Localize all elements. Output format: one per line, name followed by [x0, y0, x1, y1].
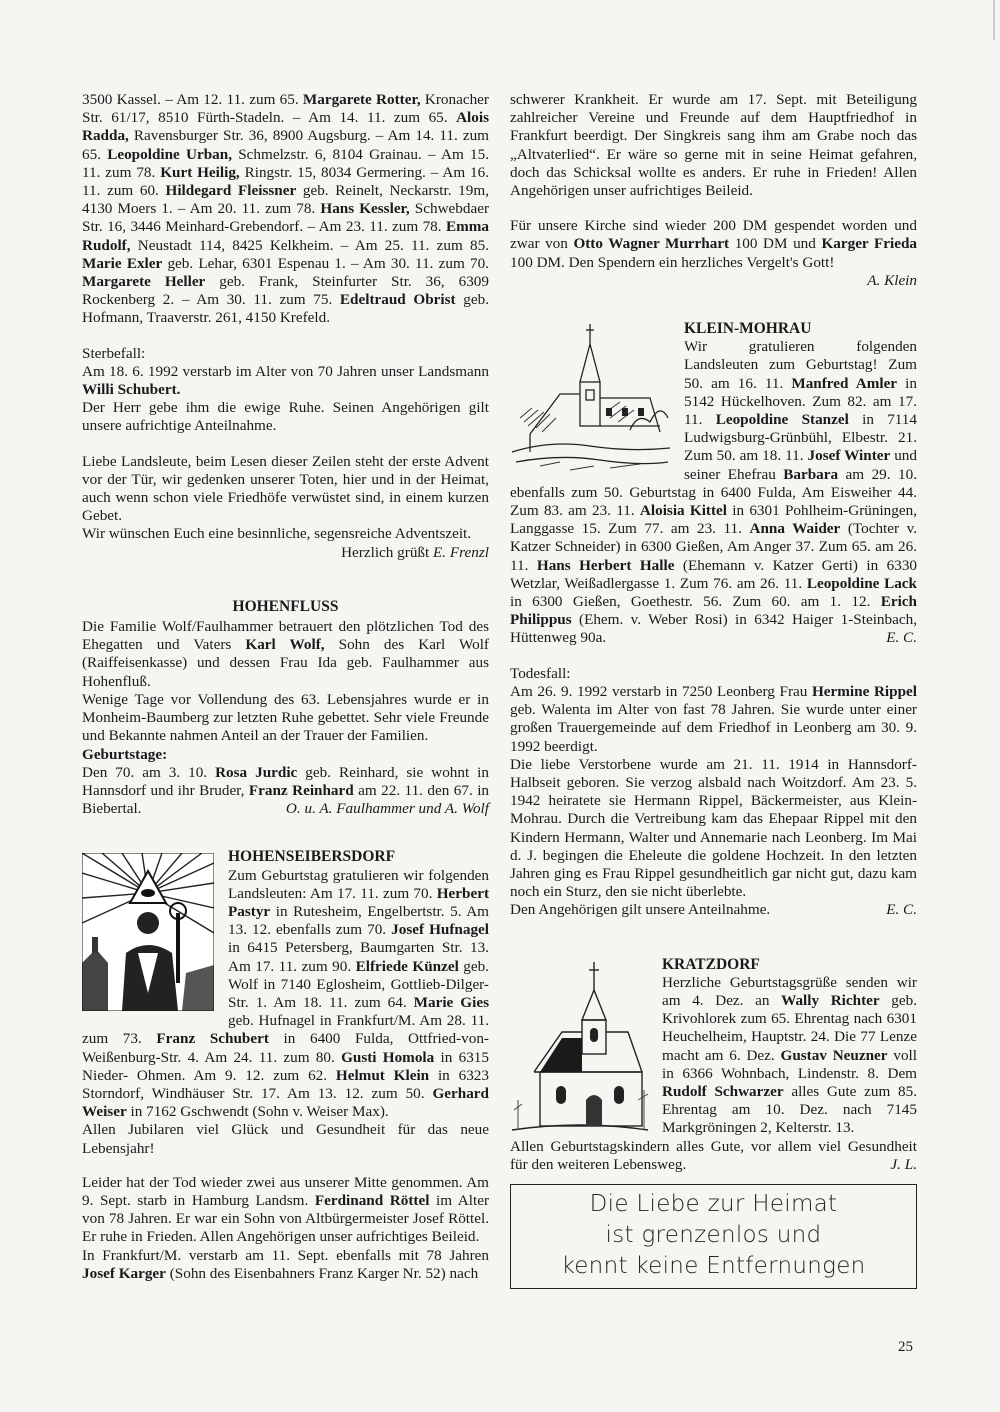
donation-signature: A. Klein [867, 271, 917, 289]
right-column [510, 91, 917, 1289]
kratzdorf-signature: J. L. [890, 1155, 917, 1173]
hohenfluss-birthdays: Den 70. am 3. 10. Rosa Jurdic geb. Reinhard, sie wohnt in Hannsdorf und ihr Bruder, Franz Reinhard am 22. 11. den 67. in Biebertal. O. u. A. Faulhammer und A. Wolf [82, 763, 490, 818]
todesfall-biography: Die liebe Verstorbene wurde am 21. 11. 1914 in Hannsdorf-Halbseit geboren. Sie verzog alsbald nach Woitzdorf. Am 23. 5. 1942 heiratete sie Hermann Rippel, Bäckermeister, aus Klein-Mohrau. Durch die Vertreibung kam das Ehepaar Rippel mit den Kindern Hermann, Walter und Annemarie nach Leonberg. Im Mai d. J. begingen die Eheleute die goldene Hochzeit. In den letzten Jahren ging es Frau Rippel gesundheitlich gar nicht gut, dazu kam noch ein Sturz, den sie nicht überlebte. [510, 755, 917, 901]
klein-mohrau-signature-1: E. C. [886, 629, 917, 647]
hohenseibersdorf-death-1: Leider hat der Tod wieder zwei aus unserer Mitte genommen. Am 9. Sept. starb in Hamburg Landsm. Ferdinand Röttel im Alter von 78 Jahren. Er war ein Sohn von Altbürgermeister Josef Röttel. Er ruhe in Frieden. Allen Angehörigen unser aufrichtiges Beileid. [82, 1173, 490, 1246]
hohenfluss-signature: O. u. A. Faulhammer und A. Wolf [285, 800, 489, 818]
scan-edge [993, 0, 995, 40]
donation-text: Für unsere Kirche sind wieder 200 DM gespendet worden und zwar von Otto Wagner Murrhart 100 DM und Karger Frieda 100 DM. Den Spendern ein herzliches Vergelt's Gott! [510, 217, 917, 271]
advent-signature: Herzlich grüßt E. Frenzl [341, 543, 489, 561]
left-column [82, 91, 489, 1283]
section-title-hohenseibersdorf: HOHENSEIBERSDORF [228, 848, 396, 866]
klein-mohrau-signature-2: E. C. [886, 901, 917, 919]
birthday-list-continued: 3500 Kassel. – Am 12. 11. zum 65. Margarete Rotter, Kronacher Str. 61/17, 8510 Fürth-Stadeln. – Am 14. 11. zum 65. Alois Radda, Ravensburger Str. 36, 8900 Augsburg. – Am 14. 11. zum 65. Leopoldine Urban, Schmelzstr. 6, 8104 Grainau. – Am 15. 11. zum 78. Kurt Heilig, Ringstr. 15, 8034 Germering. – Am 16. 11. zum 60. Hildegard Fleissner geb. Reinelt, Neckarstr. 19m, 4130 Moers 1. – Am 20. 11. zum 78. Hans Kessler, Schwebdaer Str. 16, 3446 Meinhard-Grebendorf. – Am 23. 11. zum 78. Emma Rudolf, Neustadt 114, 8425 Kelkheim. – Am 25. 11. zum 85. Marie Exler geb. Lehar, 6301 Espenau 1. – Am 30. 11. zum 70. Margarete Heller geb. Frank, Steinfurter Str. 36, 6309 Rockenberg 2. – Am 30. 11. zum 75. Edeltraud Obrist geb. Hofmann, Traaverstr. 261, 4150 Krefeld. [82, 91, 489, 327]
hohenfluss-burial: Wenige Tage vor Vollendung des 63. Lebensjahres wurde er in Monheim-Baumberg zur letzten Ruhe gebettet. Sehr viele Freunde und Bekannte nahmen Anteil an der Trauer der Familien. [82, 690, 489, 745]
advent-wish: Wir wünschen Euch eine besinnliche, segensreiche Adventszeit. [82, 525, 472, 543]
sterbefall-condolence: Der Herr gebe ihm die ewige Ruhe. Seinen Angehörigen gilt unsere aufrichtige Anteilnahme. [82, 399, 489, 435]
hohenfluss-birthdays-label: Geburtstage: [82, 745, 168, 763]
hohenfluss-obituary: Die Familie Wolf/Faulhammer betrauert den plötzlichen Tod des Ehegatten und Vaters Karl Wolf, Sohn des Karl Wolf (Raiffeisenkasse) und dessen Frau Ida geb. Faulhammer aus Hohenfluß. [82, 618, 489, 690]
advent-text: Liebe Landsleute, beim Lesen dieser Zeilen steht der erste Advent vor der Tür, wir gedenken unserer Toten, hier und in der Heimat, auch wenn schon viele Friedhöfe verwüstet sind, in einem kurzen Gebet. [82, 452, 489, 525]
page-number: 25 [898, 1339, 913, 1355]
klein-mohrau-section [510, 320, 917, 920]
klein-mohrau-birthdays: Wir gratulieren folgenden Landsleuten zum Geburtstag! Zum 50. am 16. 11. Manfred Amler in 5142 Hückelhoven. Zum 82. am 17. 11. Leopoldine Stanzel in 7114 Ludwigsburg-Grünbühl, Elbestr. 21. Zum 50. am 18. 11. Josef Winter und seiner Ehefrau Barbara am 29. 10. ebenfalls zum 50. Geburtstag in 6400 Fulda, Am Eisweiher 44. Zum 83. am 23. 11. Aloisia Kittel in 6301 Pohlheim-Grüningen, Langgasse 15. Zum 77. am 23. 11. Anna Waider (Tochter v. Katzer Schneider) in 6300 Gießen, Am Anger 37. Zum 65. am 26. 11. Hans Herbert Halle (Ehemann v. Katzer Gerti) in 6330 Wetzlar, Weißadlergasse 1. Zum 76. am 26. 11. Leopoldine Lack in 6300 Gießen, Goethestr. 56. Zum 60. am 1. 12. Erich Philippus (Ehem. v. Weber Rosi) in 6342 Haiger 1-Steinbach, Hüttenweg 90a. E. C. [510, 338, 918, 647]
section-title-klein-mohrau: KLEIN-MOHRAU [684, 320, 812, 338]
kratzdorf-section [510, 956, 917, 1174]
todesfall-text: Am 26. 9. 1992 verstarb in 7250 Leonberg Frau Hermine Rippel geb. Walenta im Alter von fast 78 Jahren. Sie wurde unter einer großen Trauergemeinde auf dem Friedhof in Leonberg am 30. 9. 1992 beerdigt. [510, 682, 917, 755]
hohenseibersdorf-birthdays: Zum Geburtstag gratulieren wir folgenden Landsleuten: Am 17. 11. zum 70. Herbert Pastyr in Rutesheim, Engelbertstr. 5. Am 13. 12. ebenfalls zum 70. Josef Hufnagel in 6415 Petersberg, Baumgarten Str. 13. Am 17. 11. zum 90. Elfriede Künzel geb. Wolf in 7140 Eglosheim, Gottlieb-Dilger-Str. 1. Am 18. 11. zum 64. Marie Gies geb. Hufnagel in Frankfurt/M. Am 28. 11. zum 73. Franz Schubert in 6400 Fulda, Ottfried-von-Weißenburg-Str. 4. Am 24. 11. zum 80. Gusti Homola in 6315 Nieder- Ohmen. Am 9. 12. zum 62. Helmut Klein in 6323 Storndorf, Windhäuser Str. 17. Am 13. 12. zum 50. Gerhard Weiser in 7162 Gschwendt (Sohn v. Weiser Max). [82, 866, 489, 1121]
hohenseibersdorf-section [82, 848, 489, 1283]
quote-line-2: ist grenzenlos und [605, 1221, 822, 1248]
section-title-kratzdorf: KRATZDORF [662, 955, 760, 973]
hohenseibersdorf-wish: Allen Jubilaren viel Glück und Gesundheit für das neue Lebensjahr! [82, 1121, 489, 1157]
todesfall-label: Todesfall: [510, 664, 571, 682]
village-church-sketch [510, 322, 672, 474]
kratzdorf-birthdays: Herzliche Geburtstagsgrüße senden wir am 4. Dez. an Wally Richter geb. Krivohlorek zum 65. Ehrentag nach 6301 Heuchelheim, Hauptstr. 24. Die 77 Lenze macht am 6. Dez. Gustav Neuzner voll in 6366 Wohnbach, Lindenstr. 8. Dem Rudolf Schwarzer alles Gute zum 85. Ehrentag am 10. Dez. nach 7145 Markgröningen 2, Kelterstr. 13. [662, 973, 917, 1137]
sterbefall-label: Sterbefall: [82, 344, 146, 362]
todesfall-condolence: Den Angehörigen gilt unsere Anteilnahme. E. C. [510, 901, 917, 919]
quote-line-1: Die Liebe zur Heimat [589, 1190, 838, 1217]
obituary-continued: schwerer Krankheit. Er wurde am 17. Sept. mit Beteiligung zahlreicher Vereine und Freunde auf dem Hauptfriedhof in Frankfurt beerdigt. Der Singkreis sang ihm am Grabe noch das „Altvaterlied“. Er wäre so gerne mit in seine Heimat gefahren, doch das Schicksal wollte es anders. Er ruhe in Frieden! Allen Angehörigen unser aufrichtiges Beileid. [510, 91, 917, 200]
kratzdorf-wish: Allen Geburtstagskindern alles Gute, vor allem viel Gesundheit für den weiteren Lebensweg. J. L. [510, 1137, 917, 1173]
hohenseibersdorf-death-2: In Frankfurt/M. verstarb am 11. Sept. ebenfalls mit 78 Jahren Josef Karger (Sohn des Eisenbahners Franz Karger Nr. 52) nach [82, 1246, 489, 1282]
sterbefall-text: Am 18. 6. 1992 verstarb im Alter von 70 Jahren unser Landsmann Willi Schubert. [82, 362, 489, 399]
quote-line-3: kennt keine Entfernungen [561, 1252, 866, 1279]
saint-woodcut-illustration [82, 853, 214, 1011]
heimat-quote-box [510, 1184, 917, 1289]
section-title-hohenfluss: HOHENFLUSS [232, 597, 339, 615]
chapel-drawing [510, 960, 650, 1138]
